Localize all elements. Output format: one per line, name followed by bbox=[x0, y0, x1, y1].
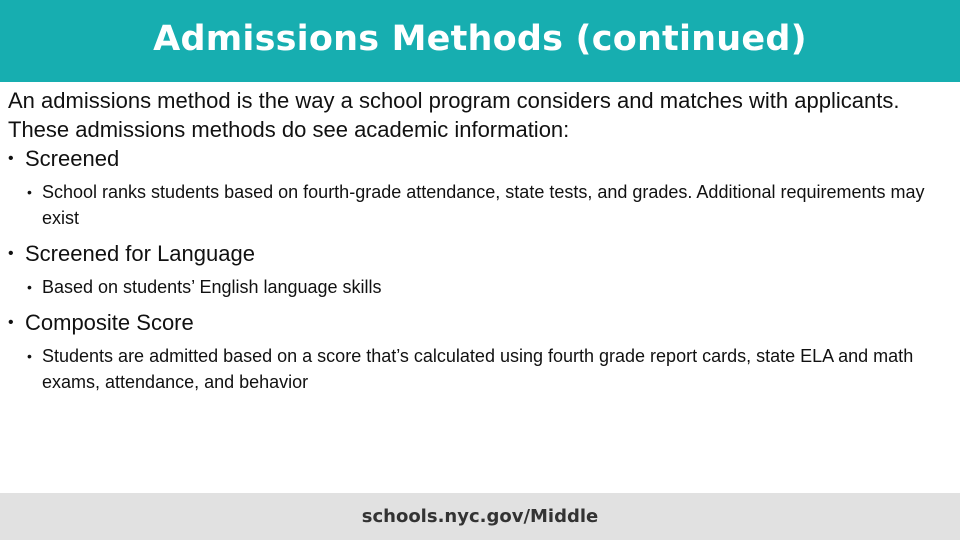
method-detail: School ranks students based on fourth-grade attendance, state tests, and grades. Additional requirements may exist bbox=[42, 182, 925, 228]
method-name: Composite Score bbox=[25, 310, 194, 335]
method-item-screened bbox=[8, 144, 952, 173]
bullet-icon: • bbox=[8, 245, 14, 262]
bullet-icon: • bbox=[27, 348, 32, 364]
slide-body bbox=[8, 86, 952, 395]
page-title: Admissions Methods (continued) bbox=[153, 19, 807, 59]
bullet-icon: • bbox=[27, 279, 32, 295]
bullet-icon: • bbox=[8, 314, 14, 331]
method-name: Screened bbox=[25, 146, 120, 171]
method-detail-screened-language bbox=[27, 274, 952, 300]
method-item-screened-language bbox=[8, 239, 952, 268]
bullet-icon: • bbox=[8, 150, 14, 167]
method-item-composite-score bbox=[8, 308, 952, 337]
method-detail-composite-score bbox=[27, 343, 952, 395]
intro-text: An admissions method is the way a school program considers and matches with applicants. These admissions methods do see academic information: bbox=[8, 88, 900, 142]
method-detail: Based on students’ English language skills bbox=[42, 277, 382, 297]
method-detail-screened bbox=[27, 179, 952, 231]
bullet-icon: • bbox=[27, 184, 32, 200]
footer-bar bbox=[0, 493, 960, 540]
method-detail: Students are admitted based on a score that’s calculated using fourth grade report cards, state ELA and math exams, attendance, and behavior bbox=[42, 346, 914, 392]
method-name: Screened for Language bbox=[25, 241, 255, 266]
footer-url[interactable]: schools.nyc.gov/Middle bbox=[361, 506, 599, 527]
title-bar bbox=[0, 0, 960, 82]
